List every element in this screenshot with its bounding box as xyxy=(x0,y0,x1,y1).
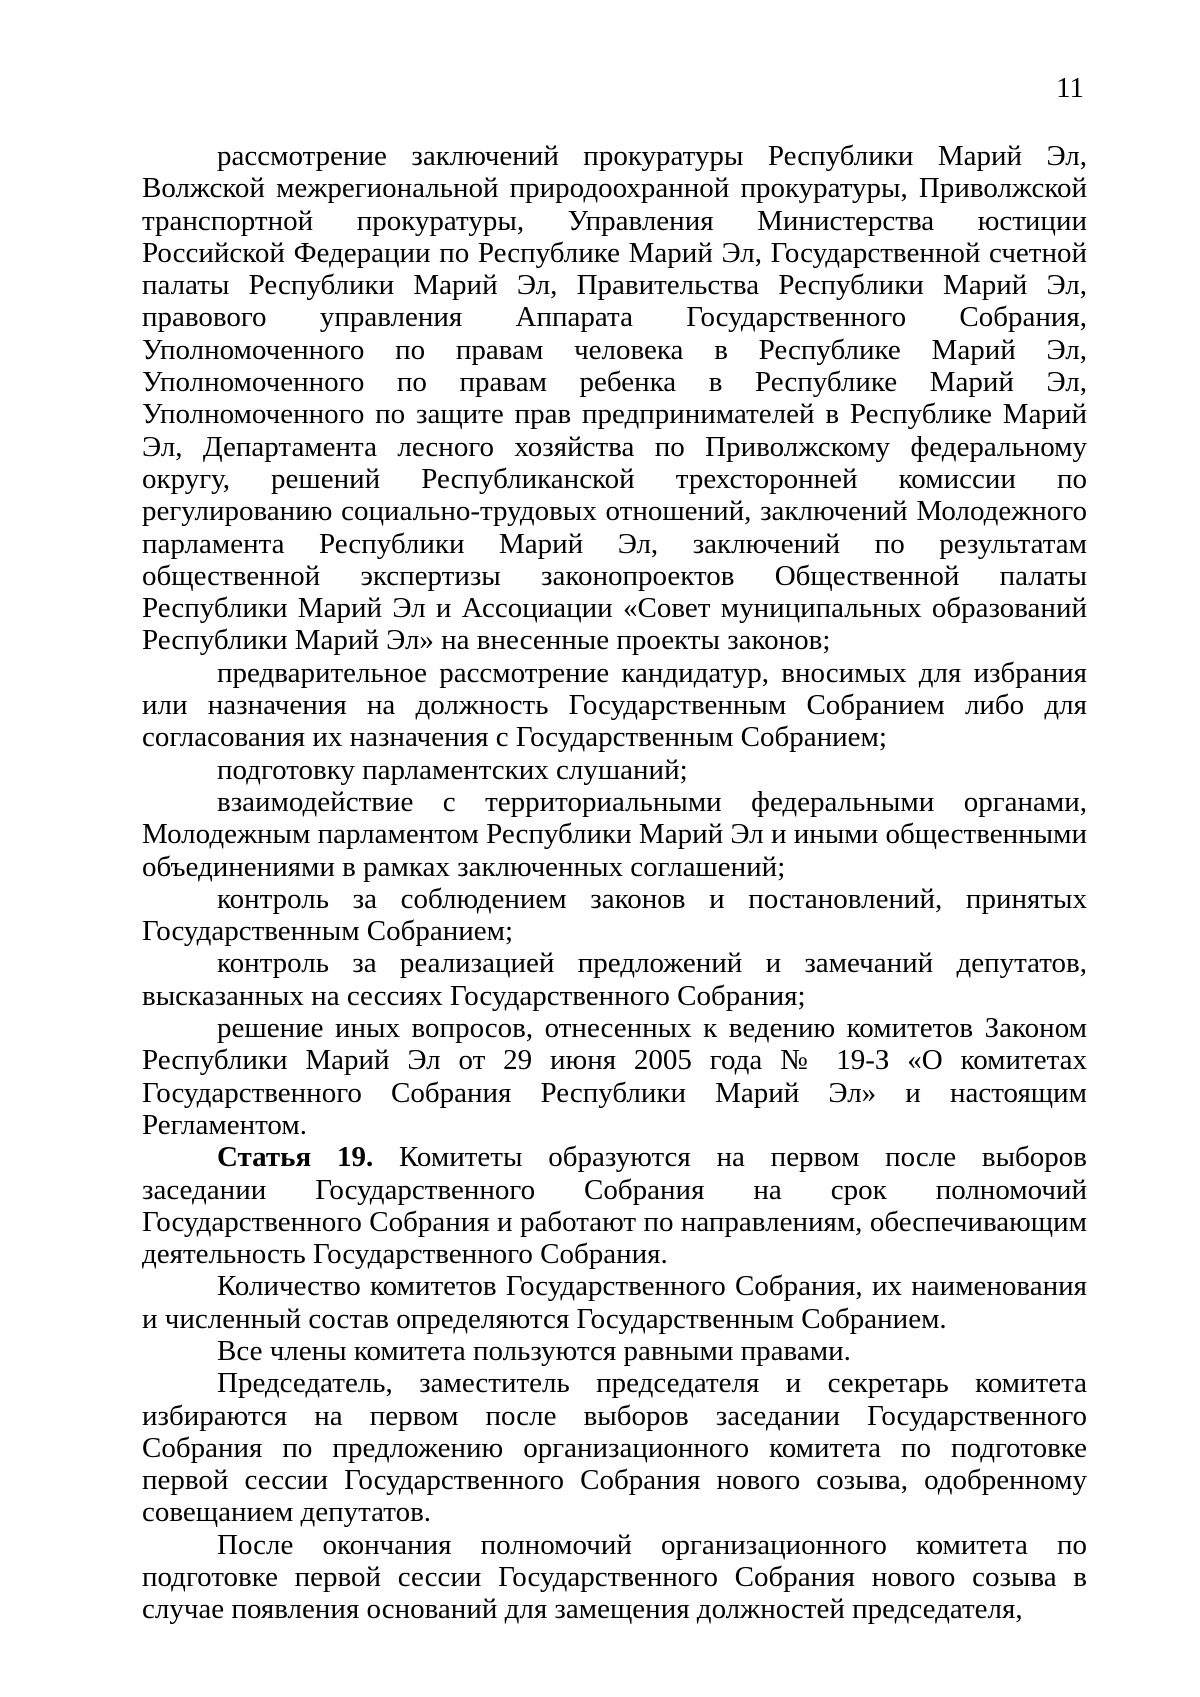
paragraph-chair-election: Председатель, заместитель председателя и секретарь комитета избираются на первом после выборов заседании Государственного Собрания по предложению организационного комитета по подготовке первой сессии Государственного Собрания нового созыва, одобренному совещанием депутатов. xyxy=(142,1367,1087,1529)
paragraph-committee-count: Количество комитетов Государственного Собрания, их наименования и численный состав определяются Государственным Собранием. xyxy=(142,1270,1087,1335)
paragraph-consideration-of-conclusions: рассмотрение заключений прокуратуры Республики Марий Эл, Волжской межрегиональной природоохранной прокуратуры, Приволжской транспортной прокуратуры, Управления Министерства юстиции Российской Федерации по Республике Марий Эл, Государственной счетной палаты Республики Марий Эл, Правительства Республики Марий Эл, правового управления Аппарата Государственного Собрания, Уполномоченного по правам человека в Республике Марий Эл, Уполномоченного по правам ребенка в Республике Марий Эл, Уполномоченного по защите прав предпринимателей в Республике Марий Эл, Департамента лесного хозяйства по Приволжскому федеральному округу, решений Республиканской трехсторонней комиссии по регулированию социально-трудовых отношений, заключений Молодежного парламента Республики Марий Эл, заключений по результатам общественной экспертизы законопроектов Общественной палаты Республики Марий Эл и Ассоциации «Совет муниципальных образований Республики Марий Эл» на внесенные проекты законов; xyxy=(142,140,1087,657)
paragraph-control-proposals: контроль за реализацией предложений и замечаний депутатов, высказанных на сессиях Государственного Собрания; xyxy=(142,947,1087,1012)
paragraph-equal-rights: Все члены комитета пользуются равными правами. xyxy=(217,1334,851,1367)
paragraph-parliamentary-hearings: подготовку парламентских слушаний; xyxy=(217,753,688,786)
article-19-heading: Статья 19. xyxy=(217,1141,374,1174)
paragraph-control-laws: контроль за соблюдением законов и постановлений, принятых Государственным Собранием; xyxy=(142,882,1087,948)
article-19-text: Комитеты образуются на первом после выборов заседании Государственного Собрания на срок полномочий Государственного Собрания и работают по направлениям, обеспечивающим деятельность Государственного Собрания. xyxy=(142,1141,1088,1271)
paragraph-other-issues: решение иных вопросов, отнесенных к ведению комитетов Законом Республики Марий Эл от 29 июня 2005 года № 19-З «О комитетах Государственного Собрания Республики Марий Эл» и настоящим Регламентом. xyxy=(142,1012,1087,1141)
page-number: 11 xyxy=(1056,72,1084,104)
paragraph-interaction: взаимодействие с территориальными федеральными органами, Молодежным парламентом Республики Марий Эл и иными общественными объединениями в рамках заключенных соглашений; xyxy=(142,785,1087,883)
paragraph-preliminary-consideration: предварительное рассмотрение кандидатур, вносимых для избрания или назначения на должность Государственным Собранием либо для согласования их назначения с Государственным Собранием; xyxy=(142,656,1087,754)
document-body xyxy=(142,140,1087,1626)
article-19-paragraph xyxy=(142,1141,1087,1270)
paragraph-after-powers-end: После окончания полномочий организационного комитета по подготовке первой сессии Государственного Собрания нового созыва в случае появления оснований для замещения должностей председателя, xyxy=(142,1528,1087,1626)
